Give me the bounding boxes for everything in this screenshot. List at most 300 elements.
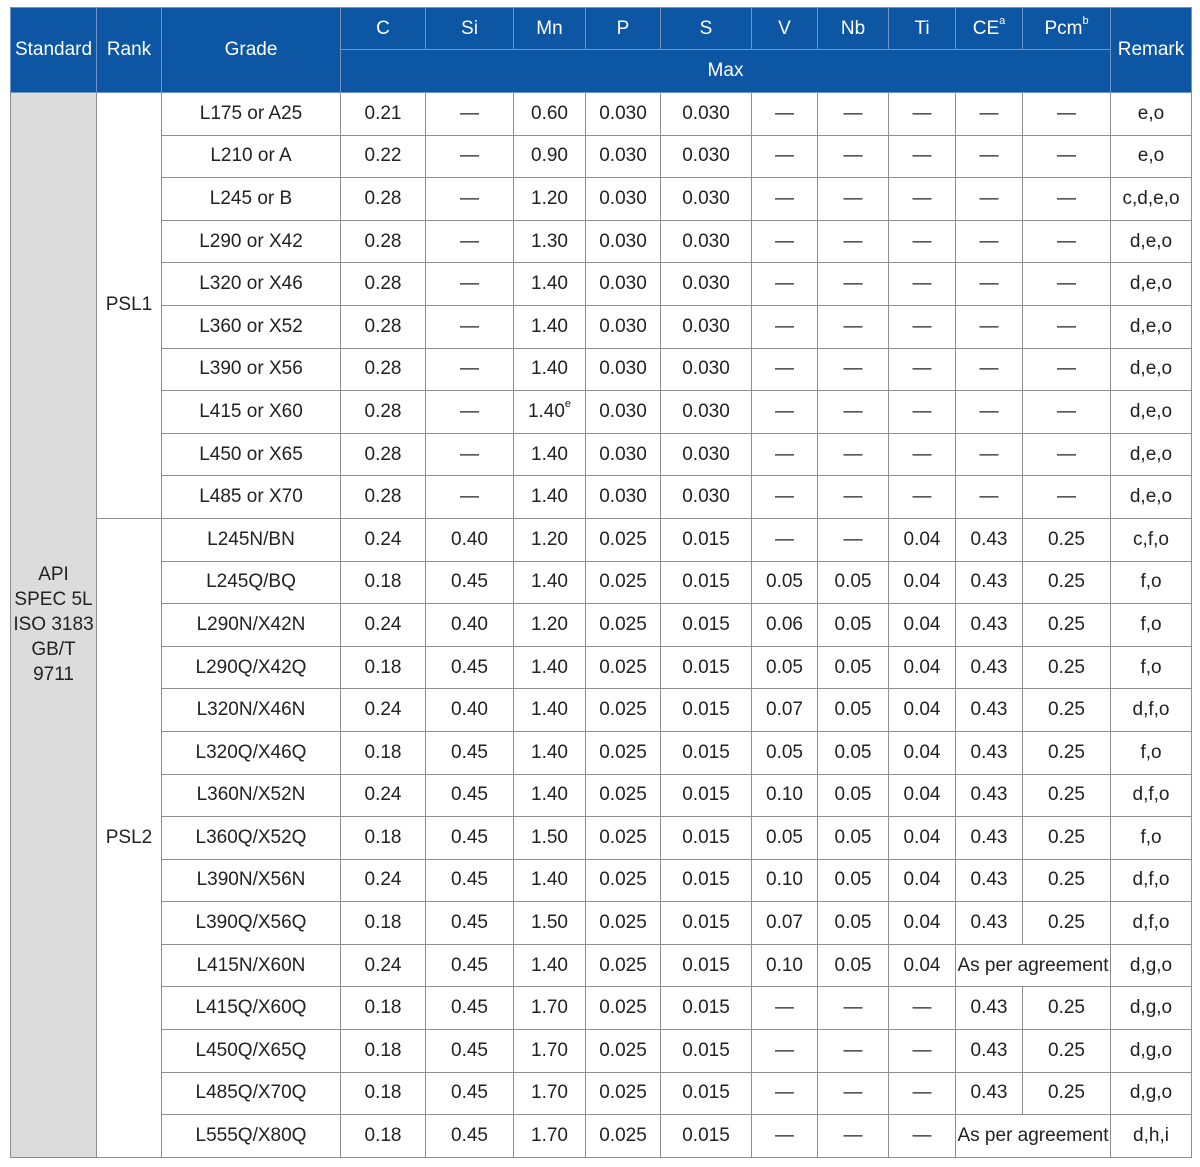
pcm-value-cell: — <box>1023 263 1111 306</box>
mn-value-cell: 1.20 <box>514 604 586 647</box>
pcm-value-cell: 0.25 <box>1023 561 1111 604</box>
standard-cell <box>11 93 97 1158</box>
ce-value-cell: 0.43 <box>956 1030 1023 1073</box>
remark-cell: d,g,o <box>1111 944 1192 987</box>
table-row <box>11 902 1192 945</box>
ti-value-cell: 0.04 <box>889 561 956 604</box>
ce-value-cell: 0.43 <box>956 646 1023 689</box>
si-value-cell: 0.45 <box>426 731 514 774</box>
v-value-cell: 0.06 <box>752 604 818 647</box>
si-value-cell: — <box>426 178 514 221</box>
c-value-cell: 0.24 <box>341 518 426 561</box>
c-value-cell: 0.28 <box>341 391 426 434</box>
ce-value-cell: 0.43 <box>956 817 1023 860</box>
ti-value-cell: 0.04 <box>889 518 956 561</box>
standard-line: ISO 3183 <box>13 614 94 636</box>
header-element-si <box>426 8 514 50</box>
p-value-cell: 0.030 <box>586 135 661 178</box>
mn-value-cell: 1.70 <box>514 987 586 1030</box>
p-value-cell: 0.030 <box>586 220 661 263</box>
nb-value-cell: 0.05 <box>818 604 889 647</box>
p-value-cell: 0.030 <box>586 93 661 136</box>
si-value-cell: 0.45 <box>426 1115 514 1158</box>
p-value-cell: 0.025 <box>586 561 661 604</box>
ce-value-cell: 0.43 <box>956 902 1023 945</box>
grade-cell: L320 or X46 <box>162 263 341 306</box>
remark-cell: d,e,o <box>1111 348 1192 391</box>
p-value-cell: 0.025 <box>586 518 661 561</box>
mn-value-cell: 1.70 <box>514 1072 586 1115</box>
pcm-value-cell: 0.25 <box>1023 646 1111 689</box>
ce-value-cell: — <box>956 135 1023 178</box>
mn-value-cell: 1.40 <box>514 433 586 476</box>
s-value-cell: 0.015 <box>661 604 752 647</box>
mn-value-cell: 0.60 <box>514 93 586 136</box>
grade-cell: L415N/X60N <box>162 944 341 987</box>
s-value-cell: 0.015 <box>661 1115 752 1158</box>
ti-value-cell: 0.04 <box>889 689 956 732</box>
v-value-cell: — <box>752 476 818 519</box>
remark-cell: d,e,o <box>1111 476 1192 519</box>
header-max: Max <box>341 50 1111 93</box>
pcm-value-cell: 0.25 <box>1023 1072 1111 1115</box>
remark-cell: d,g,o <box>1111 987 1192 1030</box>
element-label: C <box>376 17 390 39</box>
v-value-cell: 0.05 <box>752 731 818 774</box>
header-element-p <box>586 8 661 50</box>
c-value-cell: 0.24 <box>341 774 426 817</box>
remark-cell: f,o <box>1111 561 1192 604</box>
v-value-cell: — <box>752 1115 818 1158</box>
c-value-cell: 0.28 <box>341 178 426 221</box>
mn-value-cell: 1.70 <box>514 1115 586 1158</box>
remark-cell: f,o <box>1111 731 1192 774</box>
si-value-cell: 0.45 <box>426 561 514 604</box>
si-value-cell: 0.45 <box>426 1030 514 1073</box>
pcm-value-cell: — <box>1023 135 1111 178</box>
s-value-cell: 0.030 <box>661 433 752 476</box>
ti-value-cell: — <box>889 1030 956 1073</box>
pcm-value-cell: — <box>1023 93 1111 136</box>
c-value-cell: 0.28 <box>341 476 426 519</box>
header-element-s <box>661 8 752 50</box>
element-label: Nb <box>840 17 866 39</box>
ce-value-cell: 0.43 <box>956 987 1023 1030</box>
header-standard: Standard <box>11 8 97 93</box>
s-value-cell: 0.030 <box>661 93 752 136</box>
nb-value-cell: 0.05 <box>818 859 889 902</box>
nb-value-cell: — <box>818 987 889 1030</box>
ti-value-cell: 0.04 <box>889 944 956 987</box>
mn-value-cell: 1.40 <box>514 689 586 732</box>
ti-value-cell: — <box>889 476 956 519</box>
mn-value-cell: 1.40 <box>514 944 586 987</box>
ce-value-cell: — <box>956 391 1023 434</box>
nb-value-cell: 0.05 <box>818 561 889 604</box>
grade-cell: L245 or B <box>162 178 341 221</box>
pcm-value-cell: 0.25 <box>1023 1030 1111 1073</box>
header-element-ti <box>889 8 956 50</box>
si-value-cell: — <box>426 348 514 391</box>
p-value-cell: 0.025 <box>586 646 661 689</box>
table-row <box>11 944 1192 987</box>
nb-value-cell: 0.05 <box>818 902 889 945</box>
table-header <box>11 8 1192 93</box>
grade-cell: L390 or X56 <box>162 348 341 391</box>
mn-value-cell: 1.40 <box>514 646 586 689</box>
s-value-cell: 0.015 <box>661 689 752 732</box>
si-value-cell: 0.45 <box>426 817 514 860</box>
ti-value-cell: — <box>889 391 956 434</box>
mn-value-cell: 1.50 <box>514 817 586 860</box>
nb-value-cell: — <box>818 348 889 391</box>
ce-pcm-agreement-cell: As per agreement <box>956 1115 1111 1158</box>
grade-cell: L390N/X56N <box>162 859 341 902</box>
table-row <box>11 433 1192 476</box>
si-value-cell: — <box>426 476 514 519</box>
mn-value: 1.40 <box>527 400 565 422</box>
p-value-cell: 0.025 <box>586 859 661 902</box>
grade-cell: L415 or X60 <box>162 391 341 434</box>
mn-value-cell: 1.30 <box>514 220 586 263</box>
v-value-cell: — <box>752 518 818 561</box>
grade-cell: L450Q/X65Q <box>162 1030 341 1073</box>
s-value-cell: 0.030 <box>661 220 752 263</box>
nb-value-cell: — <box>818 433 889 476</box>
s-value-cell: 0.015 <box>661 518 752 561</box>
v-value-cell: 0.10 <box>752 859 818 902</box>
rank-cell-psl1: PSL1 <box>97 93 162 519</box>
ti-value-cell: — <box>889 1115 956 1158</box>
ti-value-cell: 0.04 <box>889 902 956 945</box>
c-value-cell: 0.18 <box>341 1115 426 1158</box>
c-value-cell: 0.18 <box>341 902 426 945</box>
grade-cell: L360N/X52N <box>162 774 341 817</box>
remark-cell: c,d,e,o <box>1111 178 1192 221</box>
p-value-cell: 0.030 <box>586 348 661 391</box>
si-value-cell: 0.40 <box>426 518 514 561</box>
ti-value-cell: — <box>889 93 956 136</box>
table-row <box>11 93 1192 136</box>
p-value-cell: 0.025 <box>586 774 661 817</box>
element-label: Mn <box>536 17 563 39</box>
nb-value-cell: — <box>818 1030 889 1073</box>
grade-cell: L210 or A <box>162 135 341 178</box>
nb-value-cell: — <box>818 305 889 348</box>
table-row <box>11 646 1192 689</box>
pcm-value-cell: 0.25 <box>1023 859 1111 902</box>
remark-cell: f,o <box>1111 604 1192 647</box>
remark-cell: d,f,o <box>1111 902 1192 945</box>
c-value-cell: 0.24 <box>341 859 426 902</box>
s-value-cell: 0.030 <box>661 305 752 348</box>
remark-cell: d,e,o <box>1111 305 1192 348</box>
remark-cell: d,h,i <box>1111 1115 1192 1158</box>
ce-value-cell: 0.43 <box>956 859 1023 902</box>
s-value-cell: 0.015 <box>661 646 752 689</box>
v-value-cell: 0.05 <box>752 817 818 860</box>
rank-cell-psl2: PSL2 <box>97 518 162 1157</box>
v-value-cell: — <box>752 220 818 263</box>
standard-line: API <box>38 564 69 586</box>
header-rank: Rank <box>97 8 162 93</box>
p-value-cell: 0.025 <box>586 604 661 647</box>
header-element-v <box>752 8 818 50</box>
nb-value-cell: — <box>818 476 889 519</box>
s-value-cell: 0.030 <box>661 178 752 221</box>
grade-cell: L390Q/X56Q <box>162 902 341 945</box>
p-value-cell: 0.025 <box>586 731 661 774</box>
ce-value-cell: — <box>956 178 1023 221</box>
element-label: Pcm <box>1044 17 1083 39</box>
table-row <box>11 305 1192 348</box>
ti-value-cell: 0.04 <box>889 859 956 902</box>
ti-value-cell: — <box>889 433 956 476</box>
si-value-cell: 0.40 <box>426 604 514 647</box>
s-value-cell: 0.015 <box>661 944 752 987</box>
table-row <box>11 518 1192 561</box>
mn-value-cell <box>514 391 586 434</box>
si-value-cell: 0.45 <box>426 944 514 987</box>
s-value-cell: 0.015 <box>661 561 752 604</box>
ce-value-cell: — <box>956 220 1023 263</box>
v-value-cell: — <box>752 135 818 178</box>
table-row <box>11 476 1192 519</box>
element-label: S <box>699 17 713 39</box>
ce-value-cell: — <box>956 348 1023 391</box>
nb-value-cell: — <box>818 263 889 306</box>
nb-value-cell: 0.05 <box>818 646 889 689</box>
remark-cell: e,o <box>1111 135 1192 178</box>
s-value-cell: 0.015 <box>661 817 752 860</box>
pcm-value-cell: — <box>1023 305 1111 348</box>
table-row <box>11 859 1192 902</box>
pcm-value-cell: 0.25 <box>1023 817 1111 860</box>
c-value-cell: 0.18 <box>341 1030 426 1073</box>
si-value-cell: 0.45 <box>426 987 514 1030</box>
standard-line: GB/T <box>31 639 76 661</box>
p-value-cell: 0.030 <box>586 391 661 434</box>
si-value-cell: 0.45 <box>426 902 514 945</box>
ce-value-cell: 0.43 <box>956 1072 1023 1115</box>
grade-cell: L245Q/BQ <box>162 561 341 604</box>
p-value-cell: 0.030 <box>586 305 661 348</box>
ce-value-cell: — <box>956 433 1023 476</box>
nb-value-cell: 0.05 <box>818 944 889 987</box>
mn-value-cell: 1.40 <box>514 774 586 817</box>
table-row <box>11 1115 1192 1158</box>
remark-cell: d,e,o <box>1111 220 1192 263</box>
v-value-cell: — <box>752 987 818 1030</box>
nb-value-cell: 0.05 <box>818 774 889 817</box>
pcm-value-cell: 0.25 <box>1023 902 1111 945</box>
mn-value-cell: 1.40 <box>514 731 586 774</box>
s-value-cell: 0.030 <box>661 135 752 178</box>
ti-value-cell: — <box>889 178 956 221</box>
c-value-cell: 0.28 <box>341 348 426 391</box>
ce-value-cell: 0.43 <box>956 689 1023 732</box>
ce-value-cell: 0.43 <box>956 774 1023 817</box>
remark-cell: d,g,o <box>1111 1072 1192 1115</box>
remark-cell: d,e,o <box>1111 263 1192 306</box>
ti-value-cell: 0.04 <box>889 646 956 689</box>
ti-value-cell: — <box>889 220 956 263</box>
c-value-cell: 0.22 <box>341 135 426 178</box>
header-remark: Remark <box>1111 8 1192 93</box>
pcm-value-cell: — <box>1023 220 1111 263</box>
mn-value-cell: 1.40 <box>514 476 586 519</box>
nb-value-cell: — <box>818 178 889 221</box>
c-value-cell: 0.21 <box>341 93 426 136</box>
header-element-mn <box>514 8 586 50</box>
c-value-cell: 0.28 <box>341 220 426 263</box>
grade-cell: L320Q/X46Q <box>162 731 341 774</box>
mn-value-cell: 1.40 <box>514 859 586 902</box>
p-value-cell: 0.025 <box>586 902 661 945</box>
ti-value-cell: — <box>889 263 956 306</box>
pcm-value-cell: — <box>1023 391 1111 434</box>
v-value-cell: — <box>752 305 818 348</box>
pcm-value-cell: 0.25 <box>1023 689 1111 732</box>
element-label: V <box>778 17 791 39</box>
ti-value-cell: 0.04 <box>889 731 956 774</box>
v-value-cell: — <box>752 178 818 221</box>
s-value-cell: 0.015 <box>661 731 752 774</box>
p-value-cell: 0.025 <box>586 1030 661 1073</box>
p-value-cell: 0.025 <box>586 817 661 860</box>
grade-cell: L290N/X42N <box>162 604 341 647</box>
c-value-cell: 0.24 <box>341 944 426 987</box>
s-value-cell: 0.015 <box>661 1030 752 1073</box>
grade-cell: L245N/BN <box>162 518 341 561</box>
pcm-value-cell: 0.25 <box>1023 518 1111 561</box>
nb-value-cell: — <box>818 1072 889 1115</box>
v-value-cell: — <box>752 93 818 136</box>
ti-value-cell: 0.04 <box>889 817 956 860</box>
p-value-cell: 0.030 <box>586 178 661 221</box>
ti-value-cell: — <box>889 987 956 1030</box>
ce-value-cell: 0.43 <box>956 604 1023 647</box>
standard-line: SPEC 5L <box>14 589 93 611</box>
v-value-cell: — <box>752 1072 818 1115</box>
v-value-cell: — <box>752 1030 818 1073</box>
c-value-cell: 0.18 <box>341 646 426 689</box>
ti-value-cell: — <box>889 1072 956 1115</box>
table-row <box>11 817 1192 860</box>
mn-value-cell: 0.90 <box>514 135 586 178</box>
p-value-cell: 0.030 <box>586 263 661 306</box>
grade-cell: L555Q/X80Q <box>162 1115 341 1158</box>
ce-value-cell: 0.43 <box>956 731 1023 774</box>
table-row <box>11 1030 1192 1073</box>
p-value-cell: 0.030 <box>586 476 661 519</box>
footnote-marker: a <box>999 14 1006 27</box>
si-value-cell: — <box>426 433 514 476</box>
grade-cell: L290 or X42 <box>162 220 341 263</box>
s-value-cell: 0.030 <box>661 391 752 434</box>
element-label: Ti <box>914 17 930 39</box>
s-value-cell: 0.015 <box>661 902 752 945</box>
remark-cell: e,o <box>1111 93 1192 136</box>
v-value-cell: — <box>752 433 818 476</box>
remark-cell: d,f,o <box>1111 859 1192 902</box>
grade-cell: L485Q/X70Q <box>162 1072 341 1115</box>
header-element-ce <box>956 8 1023 50</box>
header-element-pcm <box>1023 8 1111 50</box>
c-value-cell: 0.24 <box>341 689 426 732</box>
s-value-cell: 0.030 <box>661 263 752 306</box>
v-value-cell: — <box>752 391 818 434</box>
nb-value-cell: — <box>818 135 889 178</box>
si-value-cell: 0.45 <box>426 646 514 689</box>
grade-cell: L320N/X46N <box>162 689 341 732</box>
table-row <box>11 1072 1192 1115</box>
v-value-cell: 0.07 <box>752 902 818 945</box>
pcm-value-cell: 0.25 <box>1023 987 1111 1030</box>
remark-cell: f,o <box>1111 817 1192 860</box>
table-row <box>11 135 1192 178</box>
v-value-cell: — <box>752 348 818 391</box>
c-value-cell: 0.18 <box>341 561 426 604</box>
ce-pcm-agreement-cell: As per agreement <box>956 944 1111 987</box>
table-body <box>11 93 1192 1158</box>
si-value-cell: 0.45 <box>426 859 514 902</box>
table-row <box>11 561 1192 604</box>
v-value-cell: 0.05 <box>752 561 818 604</box>
ce-value-cell: — <box>956 263 1023 306</box>
remark-cell: d,e,o <box>1111 391 1192 434</box>
remark-cell: f,o <box>1111 646 1192 689</box>
c-value-cell: 0.18 <box>341 731 426 774</box>
grade-cell: L360Q/X52Q <box>162 817 341 860</box>
table-row <box>11 689 1192 732</box>
si-value-cell: 0.45 <box>426 1072 514 1115</box>
c-value-cell: 0.24 <box>341 604 426 647</box>
mn-value-cell: 1.40 <box>514 263 586 306</box>
ce-value-cell: — <box>956 476 1023 519</box>
table-row <box>11 263 1192 306</box>
s-value-cell: 0.030 <box>661 476 752 519</box>
c-value-cell: 0.28 <box>341 433 426 476</box>
remark-cell: d,g,o <box>1111 1030 1192 1073</box>
table-row <box>11 220 1192 263</box>
pcm-value-cell: — <box>1023 433 1111 476</box>
grade-cell: L485 or X70 <box>162 476 341 519</box>
pcm-value-cell: 0.25 <box>1023 604 1111 647</box>
header-element-nb <box>818 8 889 50</box>
si-value-cell: — <box>426 305 514 348</box>
si-value-cell: — <box>426 220 514 263</box>
footnote-marker: b <box>1082 14 1089 27</box>
nb-value-cell: 0.05 <box>818 689 889 732</box>
pcm-value-cell: — <box>1023 348 1111 391</box>
ce-value-cell: — <box>956 305 1023 348</box>
si-value-cell: — <box>426 93 514 136</box>
ce-value-cell: — <box>956 93 1023 136</box>
remark-cell: c,f,o <box>1111 518 1192 561</box>
c-value-cell: 0.18 <box>341 817 426 860</box>
s-value-cell: 0.015 <box>661 987 752 1030</box>
nb-value-cell: — <box>818 391 889 434</box>
s-value-cell: 0.015 <box>661 859 752 902</box>
pcm-value-cell: 0.25 <box>1023 731 1111 774</box>
ce-value-cell: 0.43 <box>956 518 1023 561</box>
mn-value-cell: 1.40 <box>514 305 586 348</box>
pcm-value-cell: — <box>1023 476 1111 519</box>
p-value-cell: 0.025 <box>586 944 661 987</box>
v-value-cell: 0.10 <box>752 944 818 987</box>
c-value-cell: 0.28 <box>341 263 426 306</box>
